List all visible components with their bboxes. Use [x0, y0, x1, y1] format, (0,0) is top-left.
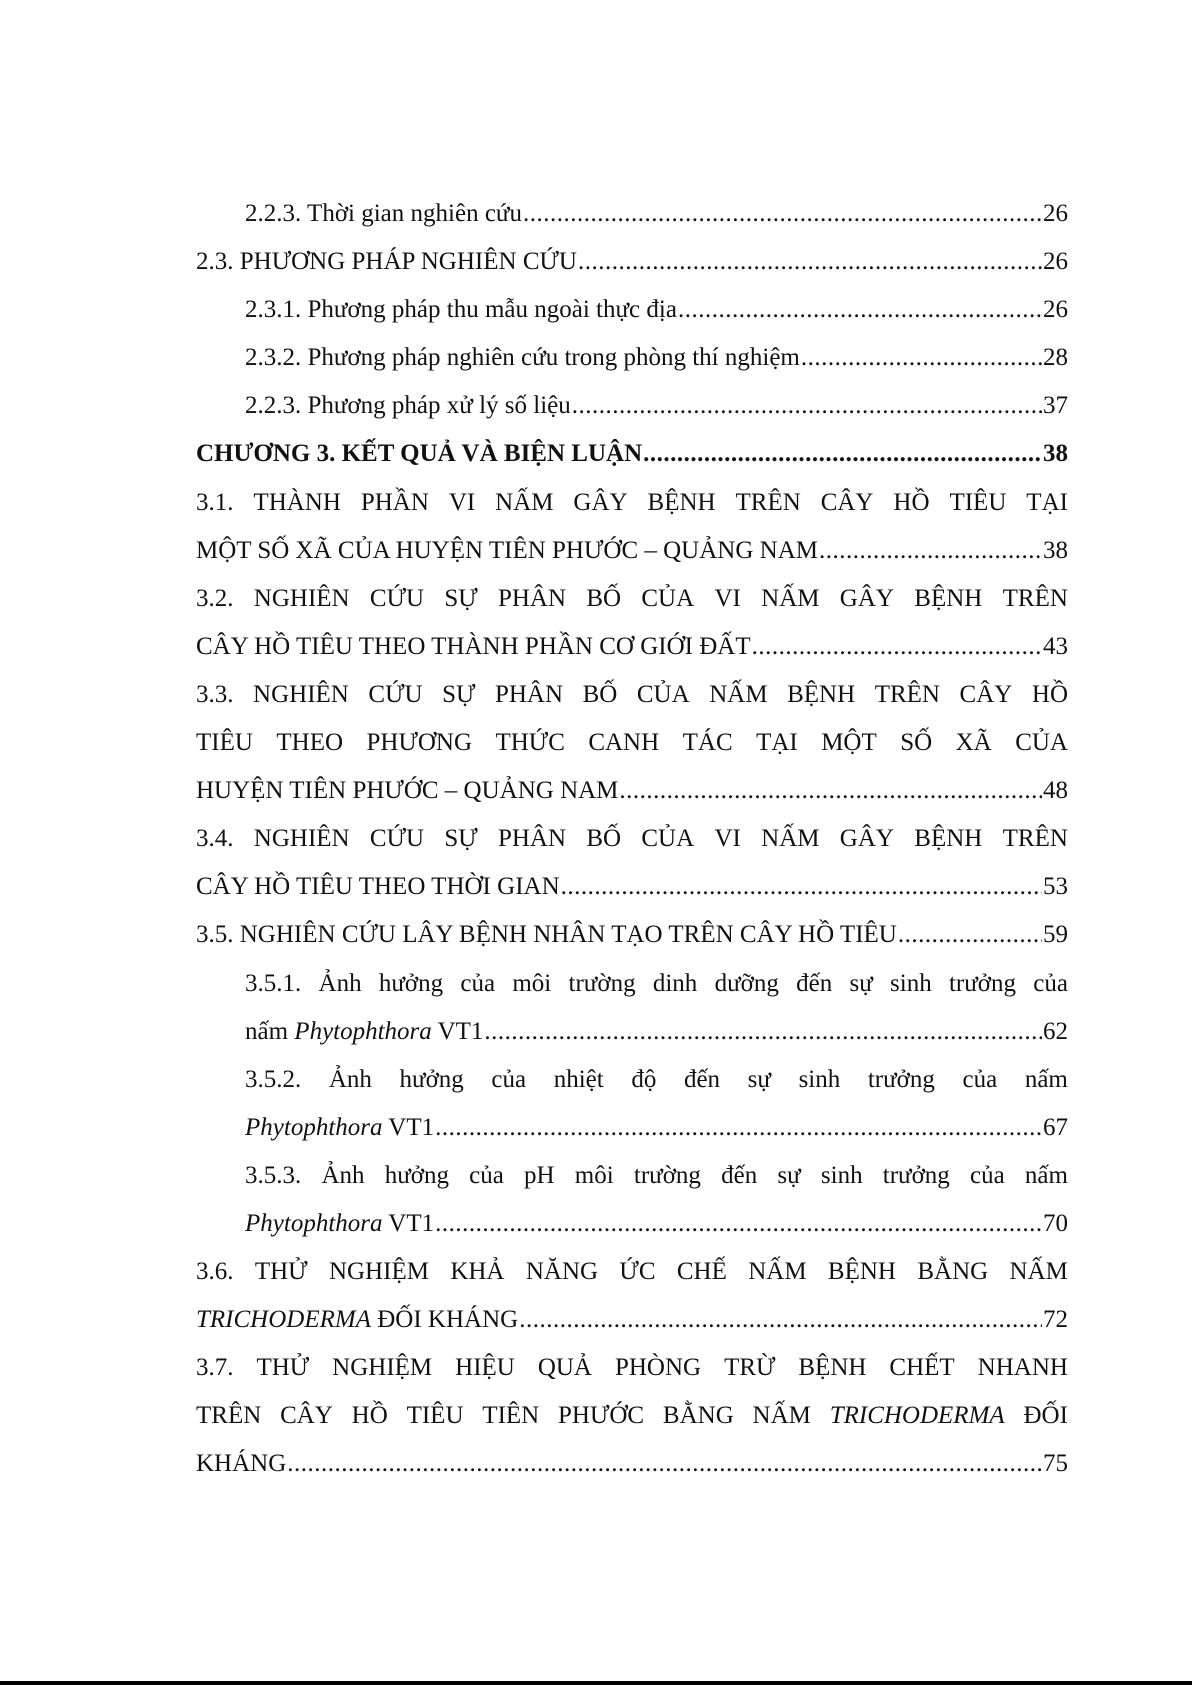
toc-entry-3-3-line-2[interactable]: [196, 719, 1068, 767]
toc-word: đến: [683, 1065, 721, 1093]
toc-word: của: [1033, 969, 1068, 997]
toc-word: nấm: [1024, 1065, 1068, 1093]
toc-word: GÂY: [839, 584, 894, 612]
toc-word: NĂNG: [525, 1258, 599, 1286]
dot-leader: [572, 382, 1042, 430]
toc-word: BỆNH: [647, 488, 716, 516]
toc-word: CỦA: [636, 680, 690, 708]
toc-word: CỨU: [368, 680, 423, 708]
toc-word: XÃ: [955, 729, 992, 757]
toc-word: CHẾT: [889, 1354, 955, 1382]
dot-leader: [619, 767, 1042, 815]
dot-leader: [819, 527, 1042, 575]
toc-word: 3.1.: [196, 488, 234, 516]
toc-word: NGHIÊN: [253, 825, 350, 853]
toc-word: NGHIÊN: [253, 584, 350, 612]
toc-word: CỨU: [369, 825, 425, 853]
toc-word: TIÊU: [949, 488, 1007, 516]
toc-word: BỐ: [586, 584, 622, 612]
toc-page-number: 62: [1043, 1017, 1068, 1045]
toc-word: THÀNH: [253, 488, 341, 516]
toc-word: 3.2.: [196, 584, 234, 612]
toc-page-number: 28: [1043, 344, 1068, 372]
toc-entry-3-3-line-3[interactable]: [196, 767, 1068, 815]
dot-leader: [578, 238, 1042, 286]
toc-entry-3-2-line-2[interactable]: [196, 623, 1068, 671]
toc-word: KHẢ: [450, 1258, 505, 1286]
toc-word: ĐỐI: [1023, 1402, 1068, 1430]
toc-word: TRÊN: [196, 1402, 262, 1430]
toc-word: NHANH: [977, 1354, 1068, 1382]
genus-name: TRICHODERMA: [829, 1402, 1005, 1430]
toc-word: BỆNH: [827, 1258, 896, 1286]
toc-entry-3-7-line-3[interactable]: [196, 1440, 1068, 1488]
toc-entry-title: HUYỆN TIÊN PHƯỚC – QUẢNG NAM: [196, 777, 619, 805]
toc-word: của: [460, 969, 496, 997]
toc-entry-3-5[interactable]: [196, 911, 1068, 959]
dot-leader: [678, 286, 1042, 334]
dot-leader: [643, 430, 1042, 478]
toc-word: PHẦN: [360, 488, 429, 516]
toc-word: SỰ: [442, 680, 476, 708]
toc-word: 3.4.: [196, 825, 234, 853]
toc-entry-2-2-3-time[interactable]: [196, 190, 1068, 238]
toc-word: CÂY: [820, 488, 874, 516]
toc-entry-3-1-line-1[interactable]: [196, 479, 1068, 527]
toc-word: trưởng: [948, 969, 1017, 997]
toc-word: THỬ: [256, 1354, 310, 1382]
toc-word: VI: [714, 584, 741, 612]
toc-page-number: 48: [1043, 777, 1068, 805]
dot-leader: [287, 1440, 1042, 1488]
toc-word: PHÂN: [497, 825, 567, 853]
toc-word: Ảnh: [321, 1161, 365, 1189]
toc-word: CÂY: [280, 1402, 333, 1430]
toc-word: hưởng: [378, 969, 444, 997]
toc-word: Ảnh: [318, 969, 362, 997]
toc-word: hưởng: [399, 1065, 464, 1093]
toc-word: CỦA: [1015, 729, 1068, 757]
toc-word: môi: [512, 969, 552, 997]
dot-leader: [752, 623, 1042, 671]
toc-entry-3-5-2-line-1[interactable]: [196, 1056, 1068, 1104]
toc-entry-2-3-2[interactable]: [196, 334, 1068, 382]
toc-word: CỦA: [641, 825, 695, 853]
toc-word: sự: [777, 1161, 801, 1189]
toc-entry-title: 2.3.2. Phương pháp nghiên cứu trong phòng thí nghiệm: [245, 344, 800, 372]
toc-word: sinh: [820, 1161, 863, 1189]
toc-word: NGHIỆM: [332, 1354, 433, 1382]
toc-word: hưởng: [384, 1161, 449, 1189]
toc-page-number: 72: [1043, 1306, 1068, 1334]
toc-word: HỒ: [351, 1402, 388, 1430]
toc-word: TIÊU: [406, 1402, 464, 1430]
toc-word: TIÊU: [196, 729, 253, 757]
toc-word: 3.5.2.: [245, 1065, 302, 1093]
toc-page-number: 59: [1043, 921, 1068, 949]
toc-word: độ: [631, 1065, 657, 1093]
toc-word: PHƯƠNG: [366, 729, 473, 757]
toc-word: trưởng: [867, 1065, 935, 1093]
title-prefix: nấm: [245, 1017, 295, 1045]
dot-leader: [801, 334, 1042, 382]
toc-word: NẤM: [761, 584, 820, 612]
toc-page-number: 75: [1043, 1450, 1068, 1478]
toc-page-number: 67: [1043, 1113, 1068, 1141]
toc-entry-title: CÂY HỒ TIÊU THEO THÀNH PHẦN CƠ GIỚI ĐẤT: [196, 632, 751, 660]
toc-word: 3.5.1.: [245, 969, 302, 997]
toc-word: trường: [633, 1161, 701, 1189]
toc-word: TÁC: [682, 729, 733, 757]
toc-word: PHÂN: [494, 680, 564, 708]
toc-entry-title: [196, 1296, 518, 1344]
toc-entry-3-3-line-1[interactable]: [196, 671, 1068, 719]
toc-word: pH: [524, 1161, 555, 1189]
toc-entry-3-6-line-1[interactable]: [196, 1248, 1068, 1296]
toc-page-number: 37: [1043, 392, 1068, 420]
toc-word: 3.3.: [196, 680, 234, 708]
toc-page-number: 38: [1043, 440, 1068, 468]
toc-word: NẤM: [1009, 1258, 1068, 1286]
toc-word: SỰ: [444, 825, 478, 853]
toc-page-number: 53: [1043, 873, 1068, 901]
toc-word: NẤM: [761, 825, 820, 853]
toc-word: nấm: [1024, 1161, 1068, 1189]
dot-leader: [484, 1008, 1042, 1056]
toc-word: SỰ: [444, 584, 478, 612]
toc-page-number: 43: [1043, 632, 1068, 660]
toc-word: TRÊN: [735, 488, 801, 516]
dot-leader: [519, 1296, 1042, 1344]
toc-word: PHƯỚC: [558, 1402, 645, 1430]
dot-leader: [561, 863, 1042, 911]
toc-word: của: [491, 1065, 527, 1093]
toc-word: HỒ: [893, 488, 930, 516]
title-suffix: VT1: [382, 1113, 435, 1141]
toc-word: HỒ: [1031, 680, 1068, 708]
toc-word: môi: [574, 1161, 614, 1189]
toc-word: CÂY: [959, 680, 1013, 708]
toc-entry-3-7-line-1[interactable]: [196, 1344, 1068, 1392]
table-of-contents: [196, 190, 1068, 1489]
toc-word: BẰNG: [917, 1258, 989, 1286]
toc-entry-3-6-line-2[interactable]: [196, 1296, 1068, 1344]
toc-word: PHÂN: [497, 584, 567, 612]
title-suffix: ĐỐI KHÁNG: [370, 1306, 519, 1334]
dot-leader: [523, 190, 1042, 238]
toc-word: THEO: [276, 729, 344, 757]
genus-name: Phytophthora: [294, 1017, 432, 1045]
genus-name: Phytophthora: [245, 1113, 383, 1141]
toc-entry-3-5-2-line-2[interactable]: [196, 1104, 1068, 1152]
toc-word: HIỆU: [455, 1354, 515, 1382]
toc-word: CHẾ: [676, 1258, 727, 1286]
toc-entry-title: 2.3. PHƯƠNG PHÁP NGHIÊN CỨU: [196, 248, 577, 276]
toc-entry-title: CÂY HỒ TIÊU THEO THỜI GIAN: [196, 873, 560, 901]
toc-entry-title: [245, 1008, 483, 1056]
toc-word: sinh: [890, 969, 932, 997]
toc-page-number: 26: [1043, 296, 1068, 324]
toc-word: NẤM: [495, 488, 554, 516]
toc-page-number: 70: [1043, 1209, 1068, 1237]
toc-word: 3.7.: [196, 1354, 234, 1382]
toc-word: trưởng: [882, 1161, 950, 1189]
page-bottom-edge: [0, 1681, 1192, 1685]
toc-word: TẠI: [1026, 488, 1068, 516]
toc-word: Ảnh: [328, 1065, 372, 1093]
toc-entry-title: 2.3.1. Phương pháp thu mẫu ngoài thực địa: [245, 296, 677, 324]
toc-word: NẤM: [752, 1402, 811, 1430]
toc-word: THỬ: [254, 1258, 308, 1286]
toc-word: NGHIỆM: [328, 1258, 429, 1286]
toc-word: QUẢ: [537, 1354, 592, 1382]
toc-word: SỐ: [900, 729, 933, 757]
toc-word: sự: [747, 1065, 771, 1093]
toc-word: nhiệt: [553, 1065, 604, 1093]
toc-word: TRÊN: [1002, 584, 1068, 612]
toc-word: TIÊN: [482, 1402, 540, 1430]
toc-entry-3-5-1-line-1[interactable]: [196, 960, 1068, 1008]
toc-word: TRỪ: [724, 1354, 776, 1382]
dot-leader: [898, 911, 1042, 959]
toc-entry-title: [245, 1200, 434, 1248]
toc-entry-3-4-line-2[interactable]: [196, 863, 1068, 911]
toc-entry-title: [245, 1104, 434, 1152]
toc-page-number: 38: [1043, 536, 1068, 564]
toc-word: sinh: [798, 1065, 841, 1093]
toc-word: đến: [721, 1161, 758, 1189]
toc-word: MỘT: [821, 729, 877, 757]
toc-word: TẠI: [756, 729, 798, 757]
toc-word: của: [970, 1161, 1005, 1189]
toc-page-number: 26: [1043, 248, 1068, 276]
toc-word: NẤM: [748, 1258, 807, 1286]
toc-entry-2-3-1[interactable]: [196, 286, 1068, 334]
toc-word: BỆNH: [787, 680, 856, 708]
toc-word: BỆNH: [798, 1354, 867, 1382]
toc-word: BỆNH: [914, 584, 983, 612]
genus-name: Phytophthora: [245, 1209, 383, 1237]
toc-word: TRÊN: [874, 680, 940, 708]
toc-page-number: 26: [1043, 200, 1068, 227]
toc-word: GÂY: [839, 825, 894, 853]
title-suffix: VT1: [382, 1209, 435, 1237]
toc-entry-3-1-line-2[interactable]: [196, 527, 1068, 575]
toc-word: đến: [796, 969, 833, 997]
toc-word: GÂY: [573, 488, 628, 516]
toc-entry-title: CHƯƠNG 3. KẾT QUẢ VÀ BIỆN LUẬN: [196, 440, 643, 468]
toc-word: BỆNH: [914, 825, 983, 853]
toc-entry-3-2-line-1[interactable]: [196, 575, 1068, 623]
toc-word: BỐ: [582, 680, 618, 708]
toc-entry-title: 2.2.3. Thời gian nghiên cứu: [245, 200, 522, 227]
toc-word: CỨU: [369, 584, 425, 612]
toc-word: CANH: [588, 729, 660, 757]
dot-leader: [435, 1200, 1042, 1248]
toc-entry-3-5-3-line-1[interactable]: [196, 1152, 1068, 1200]
toc-entry-3-5-1-line-2[interactable]: [196, 1008, 1068, 1056]
toc-entry-title: 2.2.3. Phương pháp xử lý số liệu: [245, 392, 571, 420]
toc-word: NGHIÊN: [253, 680, 349, 708]
toc-word: 3.5.3.: [245, 1161, 302, 1189]
toc-word: của: [469, 1161, 504, 1189]
toc-entry-title: 3.5. NGHIÊN CỨU LÂY BỆNH NHÂN TẠO TRÊN CÂY HỒ TIÊU: [196, 921, 897, 949]
toc-word: TRÊN: [1002, 825, 1068, 853]
dot-leader: [435, 1104, 1042, 1152]
toc-word: BẰNG: [662, 1402, 734, 1430]
title-suffix: VT1: [431, 1017, 484, 1045]
toc-word: dưỡng: [714, 969, 779, 997]
toc-entry-3-4-line-1[interactable]: [196, 815, 1068, 863]
toc-word: trường: [568, 969, 636, 997]
toc-entry-title: MỘT SỐ XÃ CỦA HUYỆN TIÊN PHƯỚC – QUẢNG NAM: [196, 536, 818, 564]
toc-word: CỦA: [641, 584, 695, 612]
genus-name: TRICHODERMA: [196, 1306, 371, 1334]
toc-word: NẤM: [709, 680, 768, 708]
toc-entry-2-2-3-data[interactable]: [196, 382, 1068, 430]
toc-word: dinh: [652, 969, 698, 997]
toc-word: THỨC: [495, 729, 565, 757]
toc-entry-3-5-3-line-2[interactable]: [196, 1200, 1068, 1248]
toc-word: 3.6.: [196, 1258, 234, 1286]
toc-entry-3-7-line-2[interactable]: [196, 1392, 1068, 1440]
toc-word: ỨC: [619, 1258, 656, 1286]
toc-entry-chapter-3[interactable]: [196, 430, 1068, 478]
toc-word: VI: [714, 825, 741, 853]
toc-word: sự: [849, 969, 873, 997]
toc-word: VI: [448, 488, 476, 516]
toc-entry-2-3[interactable]: [196, 238, 1068, 286]
toc-word: PHÒNG: [614, 1354, 702, 1382]
toc-word: BỐ: [586, 825, 622, 853]
toc-entry-title: KHÁNG: [196, 1450, 287, 1478]
toc-word: của: [962, 1065, 998, 1093]
